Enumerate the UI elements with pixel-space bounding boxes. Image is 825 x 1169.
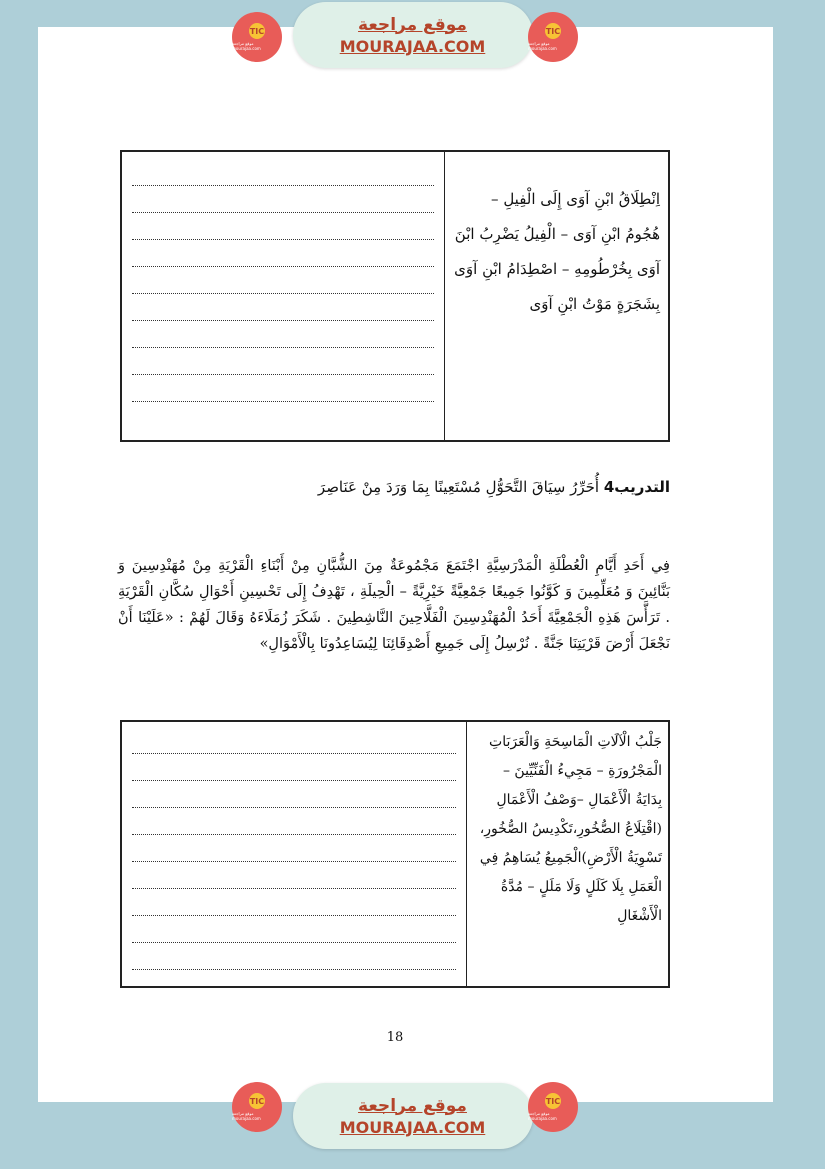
badge-emblem: TIC (249, 1093, 265, 1109)
summary-table-2 (120, 720, 670, 988)
answer-line[interactable] (132, 944, 456, 970)
answer-line[interactable] (132, 376, 434, 402)
answer-line[interactable] (132, 836, 456, 862)
site-badge-right-top (528, 12, 578, 62)
exercise-heading (270, 478, 670, 496)
site-badge-left-bottom (232, 1082, 282, 1132)
answer-lines-cell-1[interactable] (121, 151, 445, 441)
answer-line[interactable] (132, 782, 456, 808)
answer-line[interactable] (132, 728, 456, 754)
summary-table-1 (120, 150, 670, 442)
badge-text: موقع مراجعة mourajaa.com (528, 41, 557, 51)
site-name-arabic: موقع مراجعة (358, 1095, 467, 1116)
site-name-latin: MOURAJAA.COM (339, 1117, 486, 1137)
badge-emblem: TIC (545, 1093, 561, 1109)
badge-emblem: TIC (249, 23, 265, 39)
badge-text: موقع مراجعة mourajaa.com (232, 41, 261, 51)
elements-cell-2 (467, 721, 670, 987)
answer-line[interactable] (132, 890, 456, 916)
site-banner-top[interactable] (293, 2, 533, 68)
answer-line[interactable] (132, 214, 434, 240)
badge-text: موقع مراجعة mourajaa.com (232, 1111, 261, 1121)
badge-emblem: TIC (545, 23, 561, 39)
answer-line[interactable] (132, 755, 456, 781)
answer-line[interactable] (132, 241, 434, 267)
exercise-label: التدريب4 (603, 478, 670, 496)
answer-line[interactable] (132, 322, 434, 348)
site-name-arabic: موقع مراجعة (358, 14, 467, 35)
exercise-instruction: أُحَرِّرُ سِيَاقَ التَّحَوُّلِ مُسْتَعِينًا بِمَا وَرَدَ مِنْ عَنَاصِرَ (317, 478, 600, 496)
story-summary-text: اِنْطِلَاقُ ابْنِ آوَى إِلَى الْفِيلِ – هُجُومُ ابْنِ آوَى – الْفِيلُ يَضْرِبُ ابْنَ آوَى بِخُرْطُومِهِ – اصْطِدَامُ ابْنِ آوَى بِشَجَرَةٍ مَوْتُ ابْنِ آوَى (454, 190, 660, 313)
site-banner-bottom[interactable] (293, 1083, 533, 1149)
site-name-latin: MOURAJAA.COM (339, 36, 486, 56)
answer-line[interactable] (132, 917, 456, 943)
answer-line[interactable] (132, 295, 434, 321)
site-badge-left-top (232, 12, 282, 62)
answer-line[interactable] (132, 809, 456, 835)
answer-line[interactable] (132, 863, 456, 889)
answer-line[interactable] (132, 160, 434, 186)
story-passage: فِي أَحَدِ أَيَّامِ الْعُطْلَةِ الْمَدْرَسِيَّةِ اجْتَمَعَ مَجْمُوعَةٌ مِنَ الشُّبَّانِ مِنْ أَبْنَاءِ الْقَرْيَةِ مِنْ مُهَنْدِسِينَ وَ بَنَّائِينَ وَ مُعَلِّمِينَ وَ كَوَّنُوا جَمِيعًا جَمْعِيَّةً خَيْرِيَّةً – الْحِيلَةِ ، تَهْدِفُ إِلَى تَحْسِينِ أَحْوَالِ سُكَّانِ الْقَرْيَةِ . تَرَأَّسَ هَذِهِ الْجَمْعِيَّةَ أَحَدُ الْمُهَنْدِسِينَ الْفَلَّاحِينَ النَّاشِطِينَ . شَكَرَ زُمَلَاءَهُ وَقَالَ لَهُمْ : «عَلَيْنَا أَنْ نَجْعَلَ أَرْضَ قَرْيَتِنَا جَنَّةً . نُرْسِلُ إِلَى جَمِيعِ أَصْدِقَائِنَا لِيُسَاعِدُونَا بِالْأَمْوَالِ» (118, 558, 670, 652)
answer-line[interactable] (132, 187, 434, 213)
answer-lines-cell-2[interactable] (121, 721, 467, 987)
page-number: 18 (386, 1030, 404, 1045)
story-elements-text: جَلْبُ الْآلَاتِ الْمَاسِحَةِ وَالْعَرَبَاتِ الْمَجْرُورَةِ – مَجِيءُ الْفَنِّيِّينَ – بِدَايَةُ الْأَعْمَالِ –وَصْفُ الْأَعْمَالِ (اقْتِلَاعُ الصُّخُورِ،تَكْدِيسُ الصُّخُورِ، تَسْوِيَةُ الْأَرْضِ)الْجَمِيعُ يُسَاهِمُ فِي الْعَمَلِ بِلَا كَلَلٍ وَلَا مَلَلٍ – مُدَّةُ الْأَشْغَالِ (479, 734, 662, 924)
answer-line[interactable] (132, 349, 434, 375)
badge-text: موقع مراجعة mourajaa.com (528, 1111, 557, 1121)
site-badge-right-bottom (528, 1082, 578, 1132)
summary-cell-1 (445, 151, 670, 441)
answer-line[interactable] (132, 268, 434, 294)
